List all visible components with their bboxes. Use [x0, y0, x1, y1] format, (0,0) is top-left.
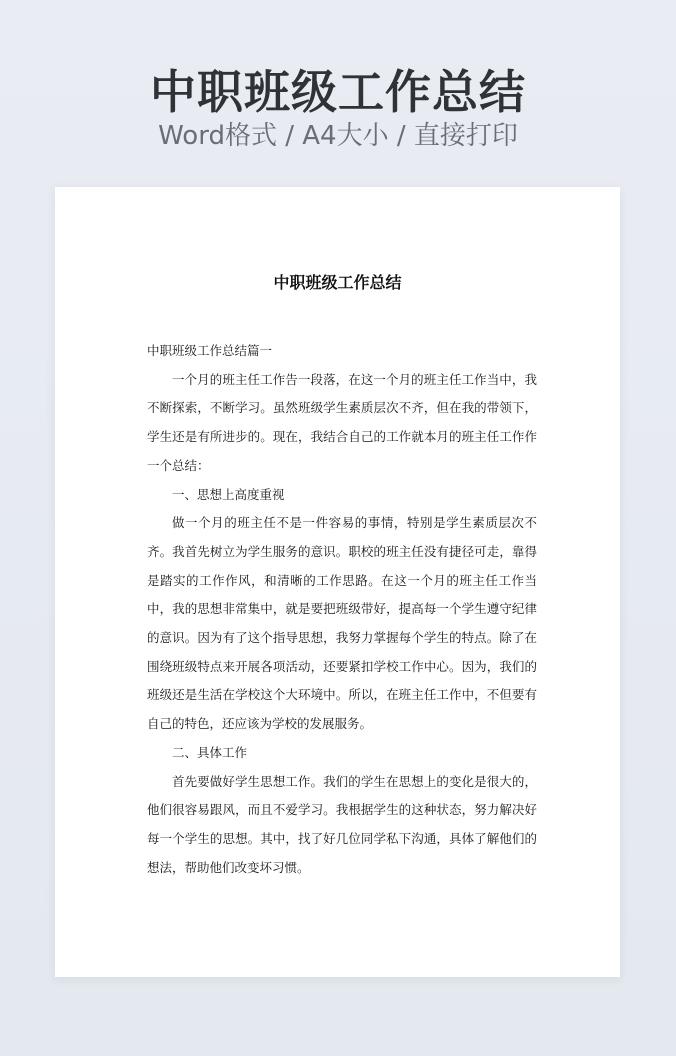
banner-title: 中职班级工作总结	[150, 65, 526, 119]
document-page	[55, 187, 620, 977]
banner-subtitle: Word格式 / A4大小 / 直接打印	[158, 121, 518, 151]
document-title: 中职班级工作总结	[273, 273, 402, 292]
doc-paragraph: 一个月的班主任工作告一段落，在这一个月的班主任工作当中，我不断探索，不断学习。虽然班级学生素质层次不齐，但在我的带领下，学生还是有所进步的。现在，我结合自己的工作就本月的班主任工作作一个总结：	[147, 371, 537, 473]
doc-paragraph: 做一个月的班主任不是一件容易的事情，特别是学生素质层次不齐。我首先树立为学生服务的意识。职校的班主任没有捷径可走，靠得是踏实的工作作风，和清晰的工作思路。在这一个月的班主任工作当中，我的思想非常集中，就是要把班级带好，提高每一个学生遵守纪律的意识。因为有了这个指导思想，我努力掌握每个学生的特点。除了在围绕班级特点来开展各项活动，还要紧扣学校工作中心。因为，我们的班级还是生活在学校这个大环境中。所以，在班主任工作中，不但要有自己的特色，还应该为学校的发展服务。	[147, 515, 537, 732]
doc-paragraph-heading: 二、具体工作	[172, 744, 248, 760]
doc-paragraph-section-heading: 中职班级工作总结篇一	[147, 343, 273, 358]
document-body	[147, 337, 537, 882]
doc-paragraph: 首先要做好学生思想工作。我们的学生在思想上的变化是很大的，他们很容易跟风，而且不爱学习。我根据学生的这种状态，努力解决好每一个学生的思想。其中，找了好几位同学私下沟通，具体了解他们的想法，帮助他们改变坏习惯。	[147, 773, 537, 875]
doc-paragraph-heading: 一、思想上高度重视	[172, 486, 285, 502]
